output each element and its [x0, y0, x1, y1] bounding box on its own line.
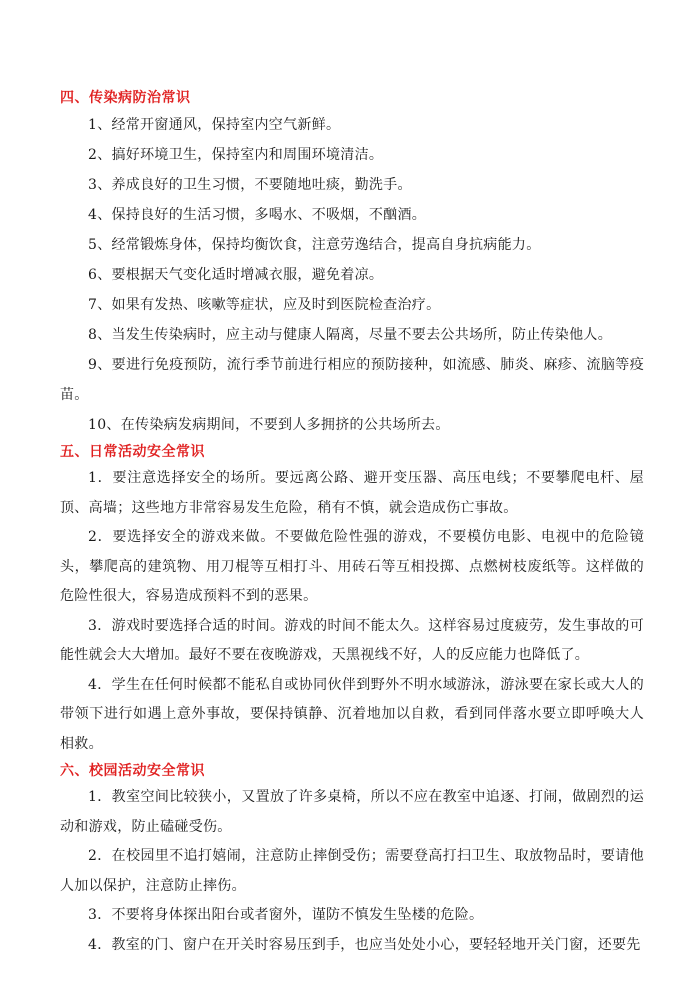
- list-item: 2．在校园里不追打嬉闹，注意防止摔倒受伤；需要登高打扫卫生、取放物品时，要请他人加以保护，注意防止摔伤。: [60, 848, 644, 894]
- list-item: 2、搞好环境卫生，保持室内和周围环境清洁。: [88, 147, 384, 163]
- list-item: 4、保持良好的生活习惯，多喝水、不吸烟，不酗酒。: [88, 207, 427, 223]
- section-campus-activity-safety: [60, 759, 644, 960]
- list-item: 6、要根据天气变化适时增减衣服，避免着凉。: [88, 267, 384, 283]
- list-item: 1．要注意选择安全的场所。要远离公路、避开变压器、高压电线；不要攀爬电杆、屋顶、高墙；这些地方非常容易发生危险，稍有不慎，就会造成伤亡事故。: [60, 470, 644, 516]
- list-item: 7、如果有发热、咳嗽等症状，应及时到医院检查治疗。: [88, 297, 441, 313]
- list-item: 8、当发生传染病时，应主动与健康人隔离，尽量不要去公共场所，防止传染他人。: [88, 327, 613, 343]
- list-item: 1、经常开窗通风，保持室内空气新鲜。: [88, 117, 341, 133]
- list-item: 3．不要将身体探出阳台或者窗外，谨防不慎发生坠楼的危险。: [88, 907, 484, 923]
- list-item: 9、要进行免疫预防，流行季节前进行相应的预防接种，如流感、肺炎、麻疹、流脑等疫苗。: [60, 357, 644, 403]
- list-item: 4．学生在任何时候都不能私自或协同伙伴到野外不明水域游泳，游泳要在家长或大人的带领下进行如遇上意外事故，要保持镇静、沉着地加以自救，看到同伴落水要立即呼唤大人相救。: [60, 676, 644, 752]
- document-page: [60, 86, 644, 960]
- section-disease-prevention: [60, 86, 644, 440]
- section-title: 四、传染病防治常识: [60, 90, 191, 106]
- list-item: 3．游戏时要选择合适的时间。游戏的时间不能太久。这样容易过度疲劳，发生事故的可能性就会大大增加。最好不要在夜晚游戏，天黑视线不好，人的反应能力也降低了。: [60, 617, 644, 663]
- section-daily-activity-safety: [60, 440, 644, 759]
- list-item: 1．教室空间比较狭小，又置放了许多桌椅，所以不应在教室中追逐、打闹，做剧烈的运动和游戏，防止磕碰受伤。: [60, 789, 644, 835]
- section-title: 六、校园活动安全常识: [60, 763, 205, 779]
- list-item: 2．要选择安全的游戏来做。不要做危险性强的游戏，不要模仿电影、电视中的危险镜头，攀爬高的建筑物、用刀棍等互相打斗、用砖石等互相投掷、点燃树枝废纸等。这样做的危险性很大，容易造成预料不到的恶果。: [60, 529, 644, 604]
- section-title: 五、日常活动安全常识: [60, 444, 205, 460]
- list-item: 4．教室的门、窗户在开关时容易压到手，也应当处处小心，要轻轻地开关门窗，还要先: [88, 936, 641, 953]
- list-item: 10、在传染病发病期间，不要到人多拥挤的公共场所去。: [88, 417, 450, 433]
- list-item: 5、经常锻炼身体，保持均衡饮食，注意劳逸结合，提高自身抗病能力。: [88, 237, 541, 253]
- list-item: 3、养成良好的卫生习惯，不要随地吐痰，勤洗手。: [88, 177, 412, 193]
